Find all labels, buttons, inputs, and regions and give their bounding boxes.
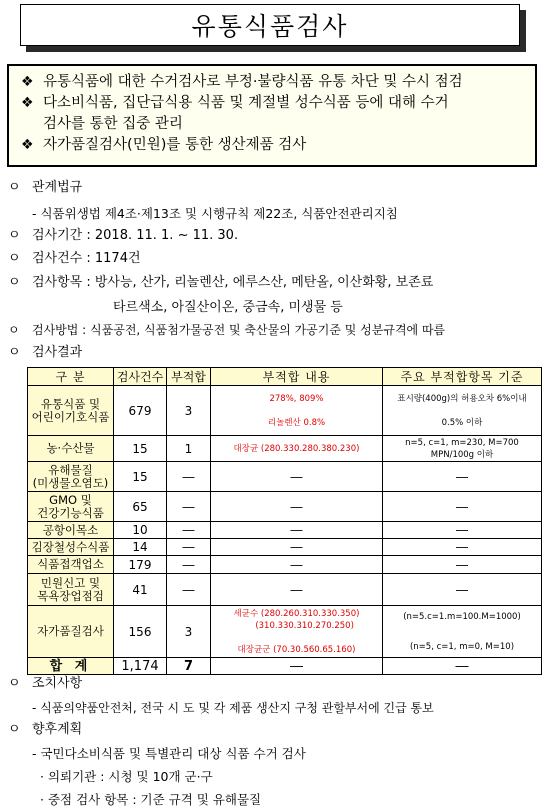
- diamond-bullet-icon: ❖: [21, 95, 34, 111]
- table-row: [28, 492, 542, 522]
- plan-line-1: - 국민다소비식품 및 특별관리 대상 식품 수거 검사: [32, 746, 306, 761]
- summary-line: 자가품질검사(민원)를 통한 생산제품 검사: [43, 137, 307, 153]
- summary-line: 다소비식품, 집단급식용 식품 및 계절별 성수식품 등에 대해 수거: [43, 95, 449, 111]
- total-content: ―: [211, 658, 383, 675]
- total-criteria: ―: [383, 658, 542, 675]
- period-line: ㅇ 검사기간 : 2018. 11. 1. ~ 11. 30.: [8, 226, 238, 246]
- category-cell: 공항이목소: [28, 522, 114, 539]
- count-cell: 179: [114, 556, 167, 574]
- category-cell: 자가품질검사: [28, 606, 114, 658]
- law-detail: - 식품위생법 제4조·제13조 및 시행규칙 제22조, 식품안전관리지침: [32, 206, 398, 221]
- count-cell: 15: [114, 462, 167, 492]
- fail-content-cell: 세균수 (280.260.310.330.350) (310.330.310.270.250) 대장균군 (70.30.560.65.160): [211, 606, 383, 658]
- category-cell: 유통식품 및 어린이기호식품: [28, 386, 114, 436]
- circle-bullet-icon: ㅇ: [8, 722, 21, 737]
- fail-cell: ―: [167, 522, 211, 539]
- circle-bullet-icon: ㅇ: [8, 345, 21, 360]
- count-cell: 15: [114, 436, 167, 462]
- fail-cell: ―: [167, 492, 211, 522]
- fail-content-cell: 278%, 809% 리놀렌산 0.8%: [211, 386, 383, 436]
- fail-content-cell: ―: [211, 539, 383, 556]
- summary-box: [7, 64, 537, 167]
- table-row: [28, 386, 542, 436]
- circle-bullet-icon: ㅇ: [8, 251, 21, 266]
- count-cell: 41: [114, 574, 167, 606]
- count-cell: 156: [114, 606, 167, 658]
- col-header: 검사건수: [114, 368, 167, 386]
- fail-content-cell: ―: [211, 522, 383, 539]
- fail-cell: 3: [167, 386, 211, 436]
- criteria-cell: ―: [383, 462, 542, 492]
- table-row: [28, 606, 542, 658]
- criteria-cell: 표시량(400g)의 허용오차 6%이내 0.5% 이하: [383, 386, 542, 436]
- fail-content-cell: 대장균 (280.330.280.380.230): [211, 436, 383, 462]
- fail-content-cell: ―: [211, 462, 383, 492]
- count-cell: 65: [114, 492, 167, 522]
- category-cell: 농·수산물: [28, 436, 114, 462]
- summary-item: [21, 135, 527, 156]
- summary-item: [21, 114, 527, 135]
- table-header-row: [28, 368, 542, 386]
- col-header: 주요 부적합항목 기준: [383, 368, 542, 386]
- category-cell: 김장철성수식품: [28, 539, 114, 556]
- method-line: ㅇ 검사방법 : 식품공전, 식품첨가물공전 및 축산물의 가공기준 및 성분규격에 따름: [8, 320, 445, 340]
- category-cell: GMO 및 건강기능식품: [28, 492, 114, 522]
- criteria-cell: (n=5.c=1.m=100.M=1000) (n=5, c=1, m=0, M=10): [383, 606, 542, 658]
- action-detail: - 식품의약품안전처, 전국 시 도 및 각 제품 생산지 구청 관할부서에 긴급 통보: [32, 701, 434, 715]
- items-line-2: 타르색소, 아질산이온, 중금속, 미생물 등: [113, 300, 343, 315]
- category-cell: 민원신고 및 목욕장업점검: [28, 574, 114, 606]
- fail-cell: 1: [167, 436, 211, 462]
- count-cell: 10: [114, 522, 167, 539]
- fail-cell: 3: [167, 606, 211, 658]
- fail-content-cell: ―: [211, 556, 383, 574]
- criteria-cell: ―: [383, 492, 542, 522]
- criteria-cell: ―: [383, 574, 542, 606]
- count-cell: 14: [114, 539, 167, 556]
- title-banner: [20, 4, 526, 52]
- results-heading: ㅇ 검사결과: [8, 343, 82, 363]
- total-label: 합 계: [28, 658, 114, 675]
- table-row: [28, 556, 542, 574]
- table-total-row: [28, 658, 542, 675]
- fail-cell: ―: [167, 574, 211, 606]
- count-cell: 679: [114, 386, 167, 436]
- criteria-cell: ―: [383, 522, 542, 539]
- total-count: 1,174: [114, 658, 167, 675]
- col-header: 부적합: [167, 368, 211, 386]
- circle-bullet-icon: ㅇ: [8, 228, 21, 243]
- summary-item: [21, 93, 527, 114]
- table-row: [28, 462, 542, 492]
- diamond-bullet-icon: ❖: [21, 74, 34, 90]
- circle-bullet-icon: ㅇ: [8, 676, 21, 691]
- fail-cell: ―: [167, 556, 211, 574]
- fail-content-cell: ―: [211, 492, 383, 522]
- summary-line: 검사를 통한 집중 관리: [43, 116, 183, 132]
- action-heading: ㅇ 조치사항: [8, 674, 82, 694]
- law-heading: ㅇ 관계법규: [8, 178, 82, 198]
- plan-line-3: · 중점 검사 항목 : 기준 규격 및 유해물질: [40, 792, 262, 807]
- summary-item: [21, 72, 527, 93]
- table-row: [28, 539, 542, 556]
- fail-content-cell: ―: [211, 574, 383, 606]
- items-line: ㅇ 검사항목 : 방사능, 산가, 리놀렌산, 에루스산, 메탄올, 이산화황, 보존료: [8, 273, 433, 293]
- plan-heading: ㅇ 향후계획: [8, 720, 82, 740]
- col-header: 부적합 내용: [211, 368, 383, 386]
- summary-line: 유통식품에 대한 수거검사로 부정·불량식품 유통 차단 및 수시 점검: [43, 74, 463, 90]
- diamond-bullet-icon: ❖: [21, 137, 34, 153]
- page-title: 유통식품검사: [20, 4, 520, 46]
- total-fail: 7: [167, 658, 211, 675]
- fail-cell: ―: [167, 462, 211, 492]
- col-header: 구 분: [28, 368, 114, 386]
- category-cell: 식품접객업소: [28, 556, 114, 574]
- table-row: [28, 436, 542, 462]
- count-line: ㅇ 검사건수 : 1174건: [8, 249, 141, 269]
- criteria-cell: ―: [383, 539, 542, 556]
- table-row: [28, 574, 542, 606]
- results-table: [27, 367, 542, 675]
- table-row: [28, 522, 542, 539]
- criteria-cell: n=5, c=1, m=230, M=700 MPN/100g 이하: [383, 436, 542, 462]
- circle-bullet-icon: ㅇ: [8, 323, 20, 337]
- criteria-cell: ―: [383, 556, 542, 574]
- category-cell: 유해물질 (미생물오염도): [28, 462, 114, 492]
- circle-bullet-icon: ㅇ: [8, 180, 21, 195]
- fail-cell: ―: [167, 539, 211, 556]
- circle-bullet-icon: ㅇ: [8, 275, 21, 290]
- plan-line-2: · 의뢰기관 : 시청 및 10개 군·구: [40, 769, 213, 784]
